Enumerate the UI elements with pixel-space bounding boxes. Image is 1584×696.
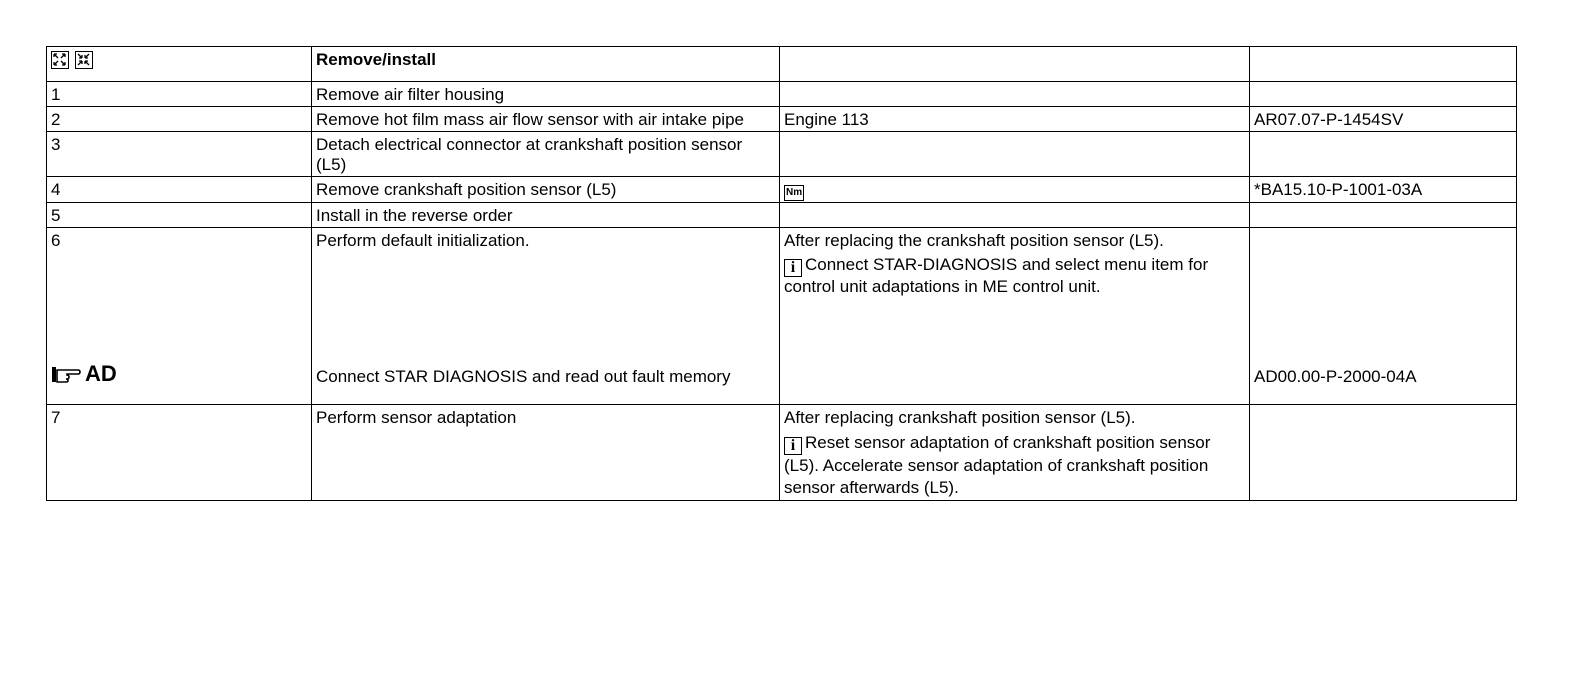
step-note: [780, 405, 1250, 501]
table-row: [47, 228, 1517, 405]
step-action: Perform sensor adaptation: [312, 405, 780, 501]
header-row: [47, 47, 1517, 82]
step-action: Remove crankshaft position sensor (L5): [312, 177, 780, 203]
note-condition: After replacing crankshaft position sensor (L5).: [784, 408, 1136, 427]
step-number: 2: [47, 107, 312, 132]
note-info: [784, 432, 1245, 499]
step-ref: [1250, 405, 1517, 501]
step-number-cell: [47, 228, 312, 405]
pointing-hand-icon: [51, 364, 81, 384]
collapse-arrows-icon: [75, 51, 93, 69]
step-number: 3: [47, 132, 312, 177]
header-empty-cell: [780, 47, 1250, 82]
step-action: Install in the reverse order: [312, 203, 780, 228]
step-action: Remove hot film mass air flow sensor with air intake pipe: [312, 107, 780, 132]
step-action: Remove air filter housing: [312, 82, 780, 107]
step-action-cell: [312, 228, 780, 405]
step-action: Detach electrical connector at crankshaft position sensor (L5): [312, 132, 780, 177]
step-ref-link[interactable]: AR07.07-P-1454SV: [1250, 107, 1517, 132]
expand-arrows-icon: [51, 51, 69, 69]
note-condition: After replacing the crankshaft position sensor (L5).: [784, 231, 1164, 250]
step-action: Perform default initialization.: [316, 231, 530, 250]
table-row: [47, 82, 1517, 107]
ad-action: Connect STAR DIAGNOSIS and read out fault memory: [316, 367, 731, 386]
step-ref: [1250, 132, 1517, 177]
step-note: [780, 228, 1250, 405]
step-note: [780, 203, 1250, 228]
note-info-text: Connect STAR-DIAGNOSIS and select menu item for control unit adaptations in ME control unit.: [784, 255, 1209, 296]
step-note: [780, 82, 1250, 107]
ad-ref-link[interactable]: AD00.00-P-2000-04A: [1254, 367, 1417, 386]
header-icons-cell: [47, 47, 312, 82]
info-icon: i: [784, 259, 802, 277]
step-note: [780, 132, 1250, 177]
step-number: 6: [51, 231, 61, 250]
header-title: Remove/install: [312, 47, 780, 82]
table-row: [47, 203, 1517, 228]
note-info-text: Reset sensor adaptation of crankshaft position sensor (L5). Accelerate sensor adaptation of crankshaft position sensor afterwards (L5).: [784, 433, 1211, 497]
table-row: [47, 107, 1517, 132]
ad-marker: [51, 361, 117, 386]
ad-label: AD: [85, 361, 117, 386]
note-info: [784, 255, 1245, 297]
step-note: [780, 177, 1250, 203]
step-note: Engine 113: [780, 107, 1250, 132]
step-ref: [1250, 203, 1517, 228]
step-ref: [1250, 82, 1517, 107]
procedure-table: [46, 46, 1517, 501]
table-row: [47, 177, 1517, 203]
header-empty-cell: [1250, 47, 1517, 82]
table-row: [47, 405, 1517, 501]
step-ref-cell: [1250, 228, 1517, 405]
step-number: 1: [47, 82, 312, 107]
step-number: 7: [47, 405, 312, 501]
step-number: 4: [47, 177, 312, 203]
step-number: 5: [47, 203, 312, 228]
torque-nm-icon[interactable]: Nm: [784, 185, 804, 201]
step-ref-link[interactable]: *BA15.10-P-1001-03A: [1250, 177, 1517, 203]
info-icon: i: [784, 437, 802, 455]
table-row: [47, 132, 1517, 177]
